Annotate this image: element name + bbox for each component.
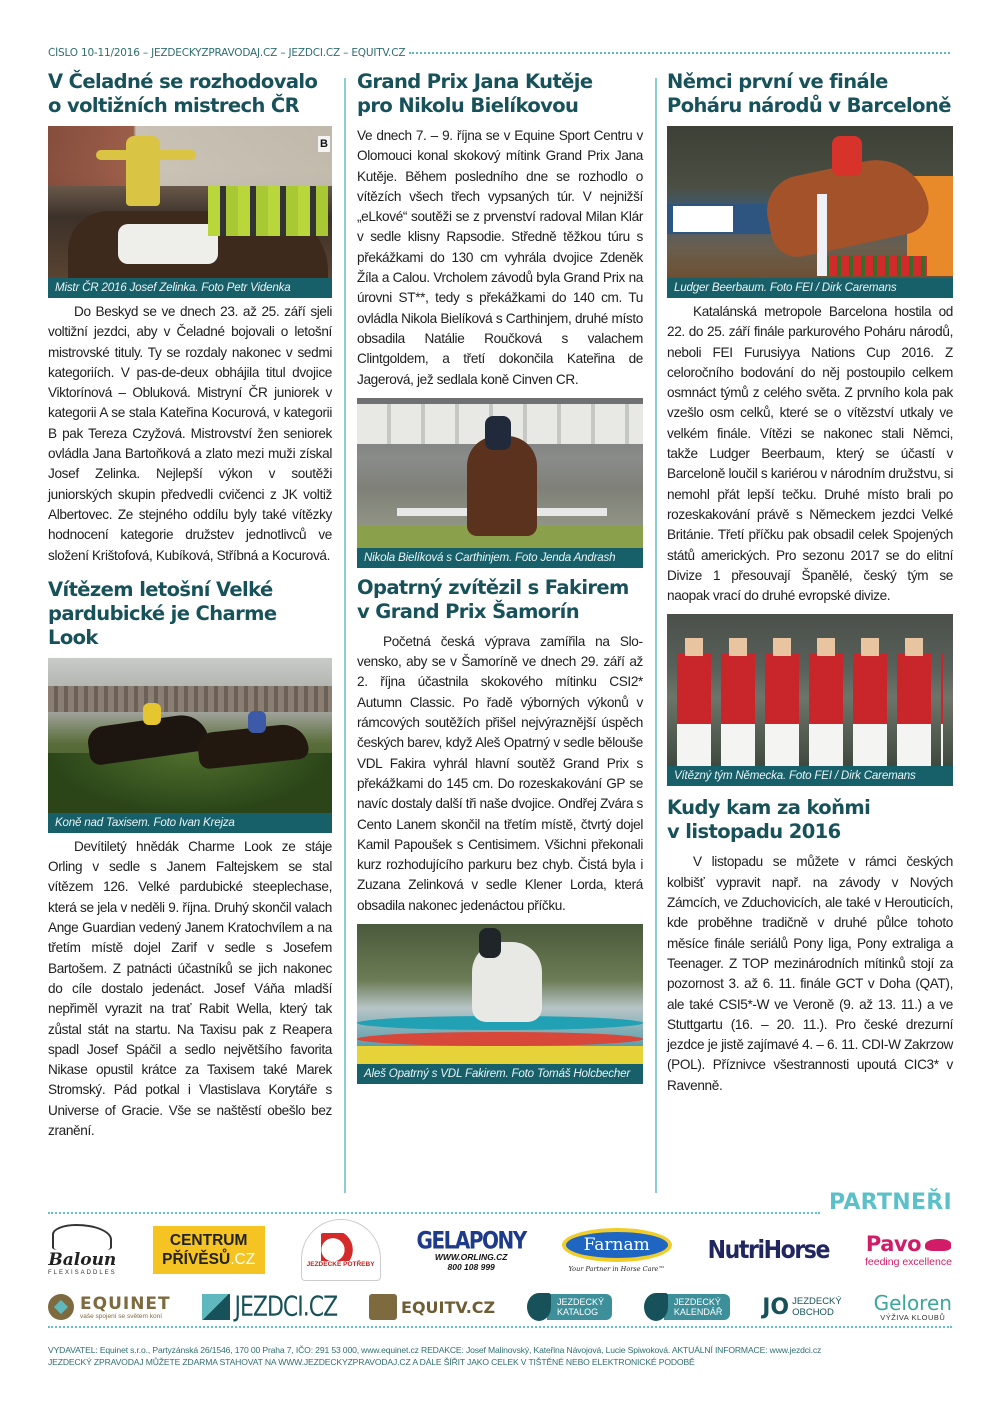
title-line: o voltižních mistrech ČR bbox=[48, 94, 300, 117]
logo-text: EQUINET bbox=[80, 1293, 171, 1314]
logo-text: NutriHorse bbox=[707, 1235, 830, 1265]
article-title bbox=[667, 796, 953, 844]
logo-text: CENTRUM bbox=[169, 1232, 248, 1249]
photo-german-team bbox=[667, 614, 953, 766]
horse-icon bbox=[925, 1239, 951, 1251]
arena-sign: B bbox=[318, 136, 330, 152]
photo-block bbox=[48, 658, 332, 833]
logo-text: KATALOG bbox=[557, 1307, 599, 1317]
photo-caption: Koně nad Taxisem. Foto Ivan Krejza bbox=[48, 813, 332, 833]
logo-jezdecky-katalog[interactable] bbox=[527, 1293, 612, 1321]
partners-title: PARTNEŘI bbox=[828, 1190, 952, 1215]
article-body: Do Beskyd se ve dnech 23. až 25. září sjeli voltižní jezdci, aby v Čeladné bojovali o letošní mistrovské tituly. Ty se rozdaly nakonec v sedmi kategoriích. V pas-de-deux obhájila titul dvojice Viktorínová – Obluková. Mistryní ČR juniorek v kategorii A se stala Kateřina Kocurová, v kategorii B pak Tereza Czyžová. Mistrovství žen seniorek ovládla Jana Bartoňková a zlato mezi muži získal Josef Zelinka. Nejlepší výkon v soutěži juniorských skupin předvedli cvičenci z JK voltiž Albertovec. Ze stejného oddílu byly také vítězky hodnocení kategorie družstev jednotlivců ve složení Krištofová, Kubíková, Stříbná a Kocurová. bbox=[48, 304, 332, 563]
logo-url: WWW.ORLING.CZ bbox=[434, 1252, 508, 1262]
logo-pavo[interactable] bbox=[865, 1232, 952, 1268]
footer-imprint bbox=[48, 1344, 952, 1368]
issue-header bbox=[48, 47, 952, 63]
column-divider bbox=[344, 78, 346, 1193]
title-line: Vítězem letošní Velké bbox=[48, 577, 273, 601]
partner-logos-row bbox=[48, 1289, 952, 1325]
logo-text: Geloren bbox=[873, 1290, 952, 1315]
logo-tagline: feeding excellence bbox=[864, 1256, 952, 1268]
article-title bbox=[48, 70, 332, 118]
logo-text: JEZDECKÝ bbox=[557, 1297, 605, 1307]
logo-farnam[interactable] bbox=[562, 1228, 672, 1273]
logo-tagline: Your Partner in Horse Care™ bbox=[568, 1264, 665, 1273]
article-title bbox=[357, 70, 643, 118]
column-right bbox=[667, 70, 953, 1096]
dotted-divider bbox=[409, 52, 952, 54]
dotted-divider bbox=[48, 1326, 952, 1328]
photo-caption: Nikola Bielíková s Carthinjem. Foto Jenda Andrash bbox=[357, 548, 643, 568]
title-line: v listopadu 2016 bbox=[667, 820, 841, 844]
title-line: Opatrný zvítězil s Fakirem bbox=[357, 575, 629, 599]
jo-mark-icon: JO bbox=[762, 1294, 790, 1320]
photo-caption: Mistr ČR 2016 Josef Zelinka. Foto Petr Videnka bbox=[48, 278, 332, 298]
logo-baloun[interactable] bbox=[48, 1224, 117, 1276]
logo-text: JEZDECKÝ bbox=[673, 1297, 721, 1307]
logo-nutrihorse[interactable] bbox=[707, 1235, 830, 1265]
photo-caption: Aleš Opatrný s VDL Fakirem. Foto Tomáš Holcbecher bbox=[357, 1064, 643, 1084]
horse-head-icon bbox=[321, 1233, 361, 1261]
title-line: V Čeladné se rozhodovalo bbox=[48, 70, 318, 93]
logo-text: JEZDECKÝ bbox=[792, 1296, 842, 1307]
article-body: Ve dnech 7. – 9. října se v Equine Sport Centru v Olomouci konal skokový mítink Grand Prix Jana Kutěje. Během posledního dne se rozhodlo o vítězích všech třech vypsaných túr. V nejnižší „eLkové“ soutěži se z prvenství radoval Milan Klár v sedle klisny Rapsodie. Středně těžkou túru s překážkami do 130 cm vyhrála dvojice Zdeněk Žíla a Calou. Vrcholem závodů byla Grand Prix na úrovni ST**, tedy s překážkami do 140 cm. Tu ovládla Nikola Bielíková s Carthinjem, druhé místo obsadila Natálie Roučková s valachem Clintgoldem, a třetí dokončila Kateřina de Jagerová, jež sedlala koně Cinven CR. bbox=[357, 128, 643, 387]
logo-tagline: VÝŽIVA KLOUBŮ bbox=[880, 1312, 946, 1322]
logo-geloren[interactable] bbox=[873, 1290, 952, 1322]
photo-ludger-beerbaum bbox=[667, 126, 953, 278]
logo-text: KALENDÁŘ bbox=[673, 1307, 723, 1317]
article-samorin bbox=[357, 576, 643, 1084]
horse-head-icon bbox=[527, 1293, 551, 1321]
title-line: pardubické je Charme Look bbox=[48, 601, 277, 649]
horse-head-icon bbox=[644, 1293, 668, 1321]
article-body: Devítiletý hnědák Charme Look ze stáje Orling v sedle s Janem Faltejskem se stal vítězem 126. Velké pardubické steeplechase, která se jela v neděli 9. října. Druhý skončil valach Ange Guardian vedený Janem Kratochvílem a na třetím místě dojel Zarif v sedle s Josefem Bartošem. Z patnácti účastníků se jich nakonec do cíle dostalo jedenáct. Josef Váňa mladší nepřiměl vyrazit na trať Rabit Wella, který tak zůstal stát na startu. Na Taxisu pak z Reapera spadl Josef Spáčil a sedlo největšího favorita Nikase opustil krátce za Taxisem také Marek Stromský. Pád potkal i Vlastislava Korytáře s Universe of Gracie. Vše se naštěstí obešlo bez zranění. bbox=[48, 838, 332, 1139]
photo-fakir bbox=[357, 924, 643, 1064]
logo-jezdecke-potreby[interactable] bbox=[301, 1219, 381, 1281]
article-title bbox=[48, 578, 332, 650]
photo-block bbox=[48, 126, 332, 298]
footer-distribution: JEZDECKÝ ZPRAVODAJ MŮŽETE ZDARMA STAHOVAT NA WWW.JEZDECKYZPRAVODAJ.CZ A DÁLE ŠÍŘIT JAKO CELEK V TIŠTĚNÉ NEBO ELEKTRONICKÉ PODOBĚ bbox=[48, 1357, 695, 1367]
article-title bbox=[667, 70, 953, 118]
logo-text: GELAPONY bbox=[416, 1225, 526, 1255]
title-line: Poháru národů v Barceloně bbox=[667, 94, 951, 117]
photo-caption: Vítězný tým Německa. Foto FEI / Dirk Caremans bbox=[667, 766, 953, 786]
footer-publisher: VYDAVATEL: Equinet s.r.o., Partyzánská 26/1546, 170 00 Praha 7, IČO: 291 53 000, www.equinet.cz REDAKCE: Josef Malinovský, Kateřina Návojová, Lucie Spiwoková. AKTUÁLNÍ INFORMACE: www.jezdci.cz bbox=[48, 1345, 822, 1355]
article-pardubice bbox=[48, 578, 332, 1141]
dotted-divider bbox=[48, 1212, 820, 1214]
photo-caption: Ludger Beerbaum. Foto FEI / Dirk Caremans bbox=[667, 278, 953, 298]
article-barcelona bbox=[667, 70, 953, 786]
photo-show-jumping bbox=[357, 398, 643, 548]
title-line: pro Nikolu Bielíkovou bbox=[357, 94, 579, 117]
title-line: Němci první ve finále bbox=[667, 70, 888, 93]
article-listopad bbox=[667, 796, 953, 1096]
article-title bbox=[357, 576, 643, 624]
issue-line: ČÍSLO 10-11/2016 – JEZDECKYZPRAVODAJ.CZ – JEZDCI.CZ – EQUITV.CZ bbox=[48, 47, 406, 59]
horse-icon bbox=[52, 1224, 112, 1250]
column-divider bbox=[655, 78, 657, 1193]
logo-phone: 800 108 999 bbox=[447, 1262, 495, 1272]
column-left bbox=[48, 70, 332, 1141]
photo-block bbox=[357, 924, 643, 1084]
article-body: Početná česká výprava zamířila na Slovensko, aby se v Šamoríně ve dnech 29. září až 2. října účastnila skokového mítinku CSI2* Autumn Classic. Po řadě výborných výkonů v rámcových soutěžích přišel nejvýraznější úspěch českých barev, když Aleš Opatrný v sedle bělouše VDL Fakira vyhrál hlavní soutěž Grand Prix s překážkami do 145 cm. Do rozeskakování GP se navíc dostaly další tři naše dvojice. Ondřej Zvára s Cento Lanem skončil na třetím místě, čtvrtý dojel Kamil Papoušek s Centisimem. Všichni překonali kurz rozhodujícího parkuru bez chyb. Čistá byla i Zuzana Zelinková v sedle Klener Lorda, která obsadila nakonec jedenáctou příčku. bbox=[357, 633, 643, 913]
photo-vaulting bbox=[48, 126, 332, 278]
partner-logos-row bbox=[48, 1218, 952, 1282]
logo-text: OBCHOD bbox=[792, 1307, 834, 1318]
logo-equinet[interactable] bbox=[48, 1294, 171, 1320]
article-body: V listopadu se můžete v rámci českých kolbišť vypravit např. na závody v Nových Zámcích, ve Zduchovicích, ale také v Herouticích, kde proběhne tradičně v druhé půlce tohoto měsíce finále seriálů Pony liga, Pony extraliga a Teenager. Z TOP mezinárodních mítinků stojí za pozornost 3. až 6. 11. finále GCT v Doha (QAT), ale také CSI5*-W ve Veroně (9. až 13. 11.) a ve Stuttgartu (16. – 20. 11.). Pro české drezurní jezdce je jistě zajímavé 4. – 6. 11. CDI-W Zakrzow (POL). Příznivce všestrannosti upoutá CIC3* v Ravenně. bbox=[667, 854, 953, 1093]
logo-suffix: .CZ bbox=[230, 1251, 256, 1268]
jezdci-icon bbox=[202, 1294, 230, 1320]
logo-jezdecky-obchod[interactable] bbox=[762, 1295, 842, 1320]
logo-subtext: FLEXISADDLES bbox=[48, 1270, 117, 1276]
photo-block bbox=[667, 614, 953, 786]
title-line: v Grand Prix Šamorín bbox=[357, 599, 579, 623]
horse-head-icon bbox=[369, 1294, 397, 1320]
logo-centrum-prives[interactable] bbox=[153, 1226, 265, 1274]
logo-text: Farnam bbox=[562, 1228, 672, 1262]
logo-jezdci[interactable] bbox=[202, 1291, 338, 1323]
article-body: Katalánská metropole Barcelona hostila od 22. do 25. září finále parkurového Poháru národů, neboli FEI Furusiyya Nations Cup 2016. Z celoročního bodování do něj postoupilo celkem osmnáct týmů z celého světa. Z prvního kola pak vzešlo osm celků, které se o vítězství utkaly ve velkém finále. Vítězi se nakonec stali Němci, takže Ludger Beerbaum, který se účastí v Barceloně loučil s kariérou v národním družstvu, si nemohl přát lepší tečku. Druhé místo brali po rozeskakování právě s Německem jezdci Velké Británie. Třetí příčku pak obsadil celek Spojených států amerických. Pro sezonu 2017 se do elitní Divize 1 přesouvají Španělé, český tým se naopak vrací do druhé evropské divize. bbox=[667, 304, 953, 604]
photo-block bbox=[357, 398, 643, 568]
title-line: Kudy kam za koňmi bbox=[667, 796, 871, 820]
photo-block bbox=[667, 126, 953, 298]
logo-tagline: vaše spojení se světem koní bbox=[80, 1312, 163, 1320]
logo-gelapony[interactable] bbox=[416, 1225, 526, 1272]
logo-jezdecky-kalendar[interactable] bbox=[644, 1293, 731, 1321]
article-kuteje bbox=[357, 70, 643, 568]
logo-text: JEZDECKÉ POTŘEBY bbox=[306, 1260, 375, 1268]
logo-text: Baloun bbox=[48, 1250, 117, 1270]
column-middle bbox=[357, 70, 643, 1088]
logo-text: JEZDCI.CZ bbox=[234, 1291, 338, 1323]
logo-text: EQUITV.CZ bbox=[401, 1297, 496, 1317]
article-celadna bbox=[48, 70, 332, 566]
photo-steeplechase bbox=[48, 658, 332, 813]
logo-equitv[interactable] bbox=[369, 1294, 495, 1320]
logo-text: Pavo bbox=[865, 1232, 922, 1256]
equinet-icon bbox=[48, 1294, 74, 1320]
logo-text: PŘÍVĚSŮ bbox=[162, 1251, 231, 1268]
title-line: Grand Prix Jana Kutěje bbox=[357, 70, 593, 93]
